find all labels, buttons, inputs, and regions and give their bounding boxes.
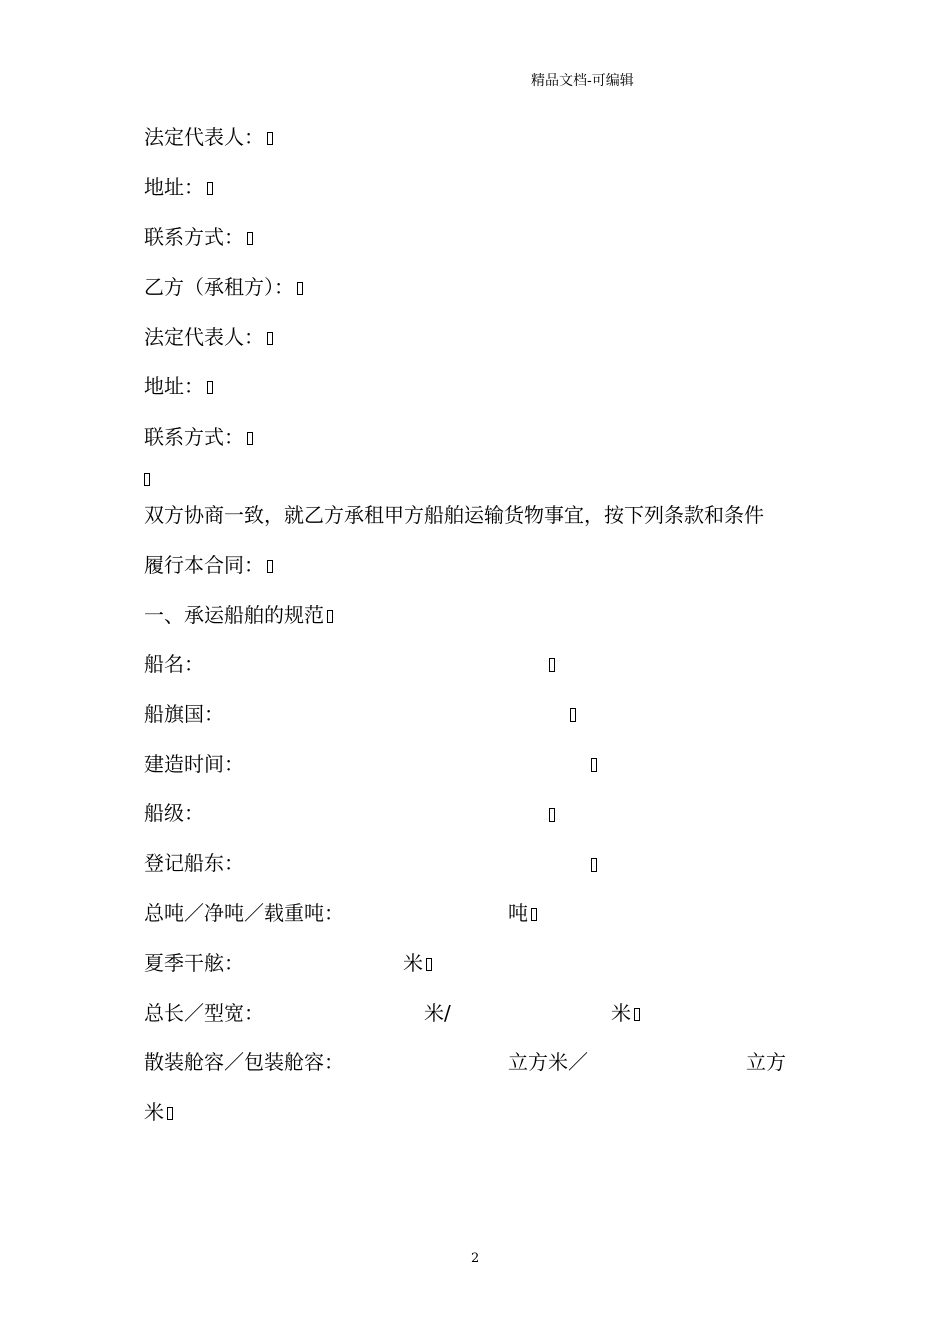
party-a-address: 地址： [144,175,213,199]
page-header: 精品文档-可编辑 [531,73,634,89]
paragraph-mark [144,473,150,486]
tonnage-label: 总吨／净吨／载重吨： [144,901,344,925]
paragraph-mark [247,432,253,445]
paragraph-mark [207,182,213,195]
class-label: 船级： [144,801,204,825]
bale-capacity-unit-cont: 米 [144,1100,173,1124]
paragraph-mark [591,858,597,872]
party-a-legal-rep: 法定代表人： [144,125,273,149]
paragraph-mark [426,958,432,971]
paragraph-mark [267,560,273,573]
bulk-capacity-unit: 立方米／ [508,1050,588,1074]
flag-label: 船旗国： [144,702,224,726]
paragraph-mark [327,610,333,623]
page-number: 2 [471,1251,480,1266]
length-beam-label: 总长／型宽： [144,1001,264,1025]
freeboard-unit: 米 [403,951,432,975]
beam-unit: 米 [611,1001,640,1025]
tonnage-unit: 吨 [508,901,537,925]
empty-paragraph [144,466,150,490]
bale-capacity-unit: 立方 [746,1050,786,1074]
paragraph-mark [591,758,597,772]
party-a-contact: 联系方式： [144,225,253,249]
capacity-label: 散装舱容／包装舱容： [144,1050,344,1074]
paragraph-mark [297,282,303,295]
owner-label: 登记船东： [144,851,244,875]
freeboard-label: 夏季干舷： [144,951,244,975]
ship-name-label: 船名： [144,652,204,676]
paragraph-mark [207,381,213,394]
length-unit: 米/ [424,1001,451,1025]
intro-line-2: 履行本合同： [144,553,273,577]
party-b-address: 地址： [144,374,213,398]
section-heading: 一、承运船舶的规范 [144,603,333,627]
party-b-legal-rep: 法定代表人： [144,325,273,349]
paragraph-mark [634,1008,640,1021]
paragraph-mark [549,808,555,822]
build-time-label: 建造时间： [144,752,244,776]
paragraph-mark [267,332,273,345]
party-b-title: 乙方（承租方）： [144,275,303,299]
intro-line-1: 双方协商一致，就乙方承租甲方船舶运输货物事宜，按下列条款和条件 [144,503,764,527]
paragraph-mark [247,232,253,245]
paragraph-mark [549,658,555,672]
paragraph-mark [531,908,537,921]
paragraph-mark [570,708,576,722]
party-b-contact: 联系方式： [144,425,253,449]
paragraph-mark [167,1107,173,1120]
paragraph-mark [267,132,273,145]
